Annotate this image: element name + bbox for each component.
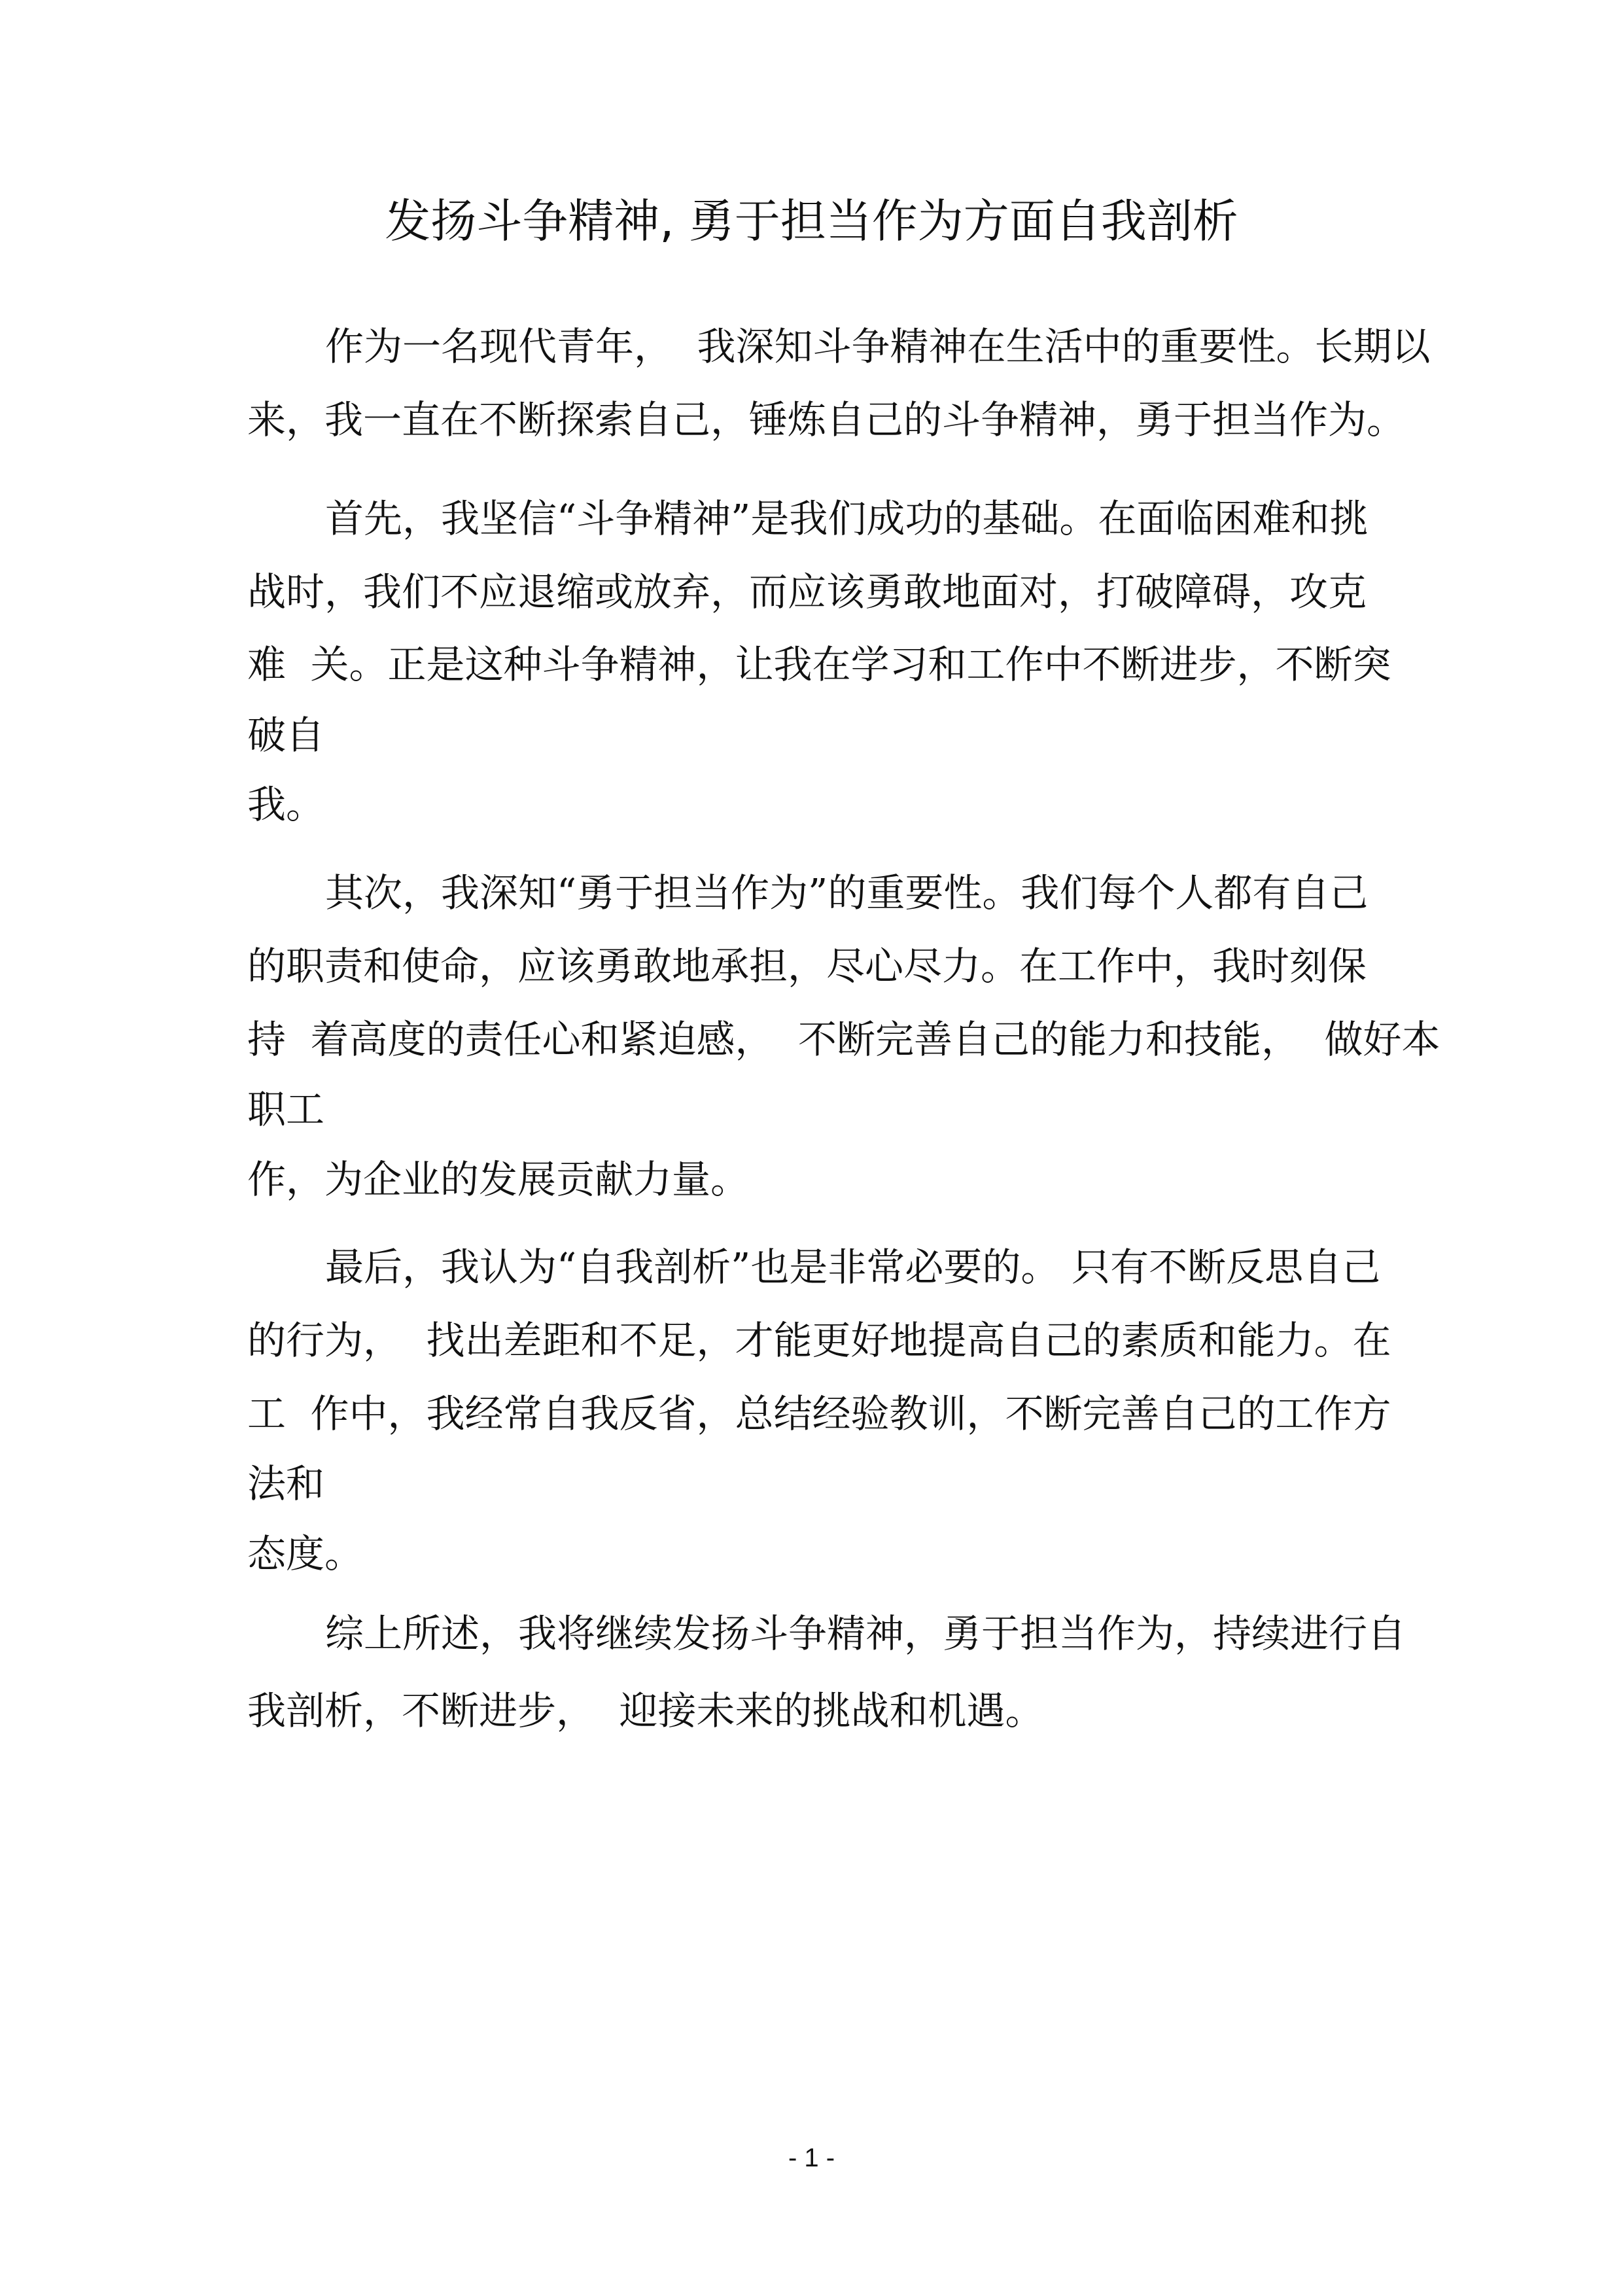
paragraph-line: 作为一名现代青年， 我深知斗争精神在生活中的重要性。长期以 — [325, 324, 1431, 369]
paragraph-line: 我。 — [247, 782, 325, 827]
paragraph-line: 难 关。正是这种斗争精神，让我在学习和工作中不断进步，不断突 — [247, 642, 1391, 687]
paragraph-line: 战时，我们不应退缩或放弃，而应该勇敢地面对，打破障碍，攻克 — [247, 569, 1367, 614]
paragraph-line: 我剖析，不断进步， 迎接未来的挑战和机遇。 — [247, 1688, 1044, 1733]
paragraph-line: 破自 — [247, 713, 325, 758]
paragraph-line: 持 着高度的责任心和紧迫感， 不断完善自己的能力和技能， 做好本 — [247, 1017, 1440, 1062]
paragraph-line: 首先，我坚信“斗争精神”是我们成功的基础。在面临困难和挑 — [325, 496, 1369, 541]
paragraph-line: 最后，我认为“自我剖析”也是非常必要的。 只有不断反思自己 — [325, 1245, 1381, 1290]
paragraph-line: 法和 — [247, 1461, 325, 1506]
paragraph-line: 来，我一直在不断探索自己，锤炼自己的斗争精神，勇于担当作为。 — [247, 397, 1406, 442]
paragraph-line: 工 作中，我经常自我反省，总结经验教训，不断完善自己的工作方 — [247, 1391, 1391, 1436]
paragraph-line: 职工 — [247, 1087, 325, 1132]
paragraph-line: 的行为， 找出差距和不足，才能更好地提高自己的素质和能力。在 — [247, 1318, 1391, 1363]
paragraph-line: 态度。 — [247, 1531, 364, 1576]
page-title: 发扬斗争精神, 勇于担当作为方面自我剖析 — [385, 194, 1238, 248]
page-number: - 1 - — [788, 2144, 835, 2172]
paragraph-line: 综上所述，我将继续发扬斗争精神，勇于担当作为，持续进行自 — [325, 1611, 1406, 1656]
paragraph-line: 的职责和使命，应该勇敢地承担，尽心尽力。在工作中，我时刻保 — [247, 944, 1367, 989]
paragraph-line: 其次，我深知“勇于担当作为”的重要性。我们每个人都有自己 — [325, 870, 1369, 915]
paragraph-line: 作，为企业的发展贡献力量。 — [247, 1157, 750, 1202]
